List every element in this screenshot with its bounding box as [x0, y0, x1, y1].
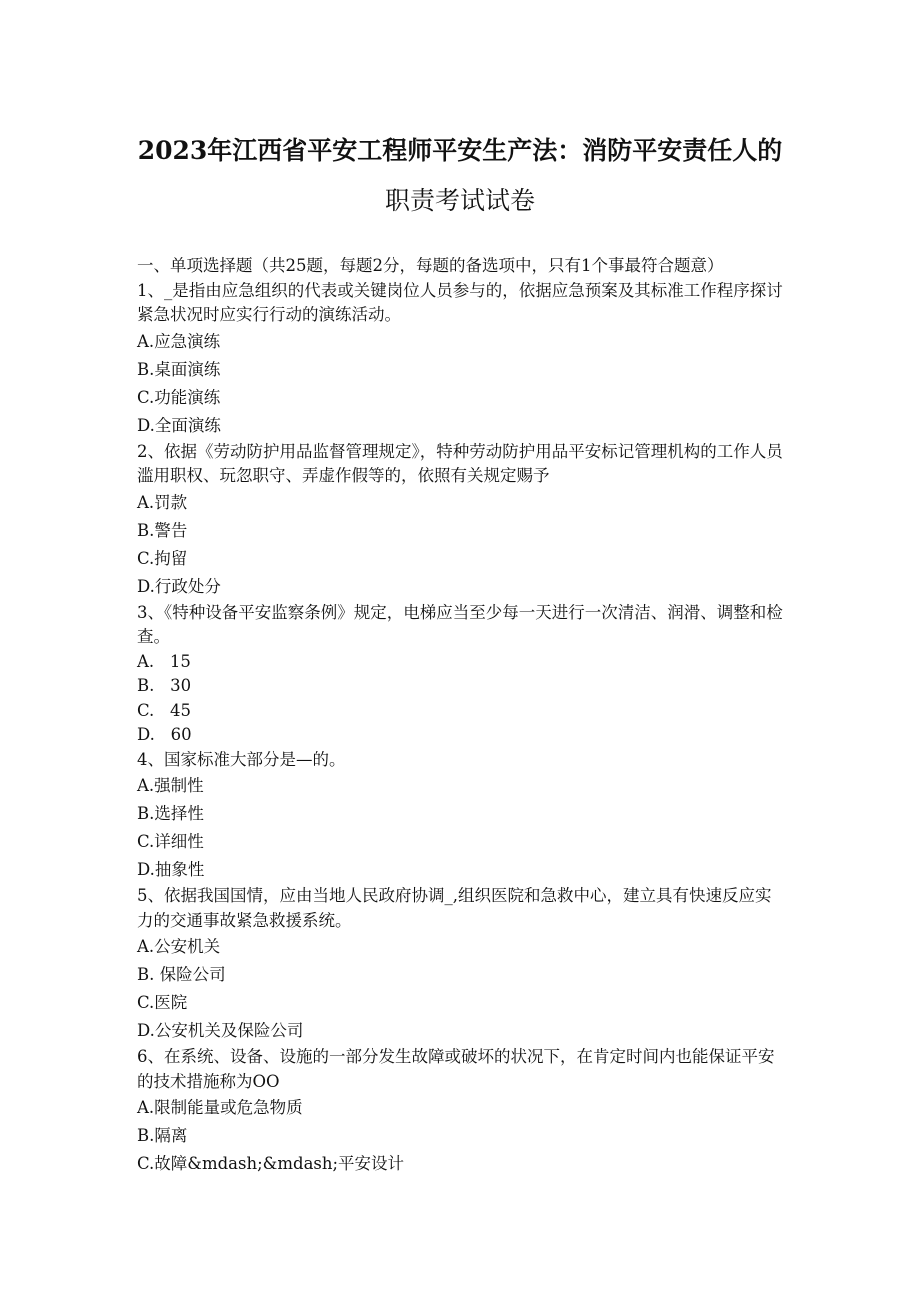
section-heading: 一、单项选择题（共25题，每题2分，每题的备选项中，只有1个事最符合题意）: [137, 256, 724, 275]
option-c: C.故障&mdash;&mdash;平安设计: [137, 1154, 405, 1173]
document-title-line-2: 职责考试试卷: [384, 186, 535, 215]
option-b: B.隔离: [137, 1126, 188, 1145]
question-1: [137, 279, 785, 440]
option-c: C.医院: [137, 993, 188, 1012]
question-5: [137, 884, 785, 1045]
option-a: A.强制性: [137, 776, 204, 795]
option-d: D.公安机关及保险公司: [137, 1021, 304, 1040]
option-c: C.拘留: [137, 548, 188, 568]
question-stem: 5、依据我国国情，应由当地人民政府协调_,组织医院和急救中心，建立具有快速反应实力的交通事故紧急救援系统。: [137, 886, 772, 930]
option-a: A.罚款: [137, 492, 188, 512]
question-2: [137, 440, 785, 601]
question-stem: 4、国家标准大部分是—的。: [137, 749, 346, 769]
question-stem: 6、在系统、设备、设施的一部分发生故障或破坏的状况下，在肯定时间内也能保证平安的技术措施称为OO: [137, 1047, 775, 1091]
question-stem: 3、《特种设备平安监察条例》规定，电梯应当至少每一天进行一次清洁、润滑、调整和检查。: [137, 602, 783, 646]
question-4: [137, 748, 785, 885]
option-a: A.应急演练: [137, 331, 221, 351]
option-c: C. 45: [137, 700, 192, 720]
question-stem: 2、依据《劳动防护用品监督管理规定》，特种劳动防护用品平安标记管理机构的工作人员滥用职权、玩忽职守、弄虚作假等的，依照有关规定赐予: [137, 441, 783, 485]
question-6: [137, 1045, 785, 1178]
option-b: B. 30: [137, 676, 192, 695]
option-c: C.详细性: [137, 832, 204, 851]
option-d: D.全面演练: [137, 415, 221, 435]
option-d: D.抽象性: [137, 860, 205, 879]
option-b: B.警告: [137, 520, 188, 540]
document-body: [137, 254, 785, 1178]
option-a: A.公安机关: [137, 937, 221, 956]
document-title-line-1: 2023年江西省平安工程师平安生产法：消防平安责任人的: [137, 136, 783, 165]
option-a: A. 15: [137, 651, 191, 671]
option-a: A.限制能量或危急物质: [137, 1098, 303, 1117]
option-b: B.桌面演练: [137, 359, 221, 379]
option-d: D.行政处分: [137, 576, 221, 596]
option-b: B. 保险公司: [137, 965, 226, 984]
option-d: D. 60: [137, 725, 192, 744]
question-3: [137, 601, 785, 748]
question-stem: 1、_是指由应急组织的代表或关键岗位人员参与的，依据应急预案及其标准工作程序探讨紧急状况时应实行行动的演练活动。: [137, 280, 783, 324]
option-c: C.功能演练: [137, 387, 221, 407]
option-b: B.选择性: [137, 804, 204, 823]
